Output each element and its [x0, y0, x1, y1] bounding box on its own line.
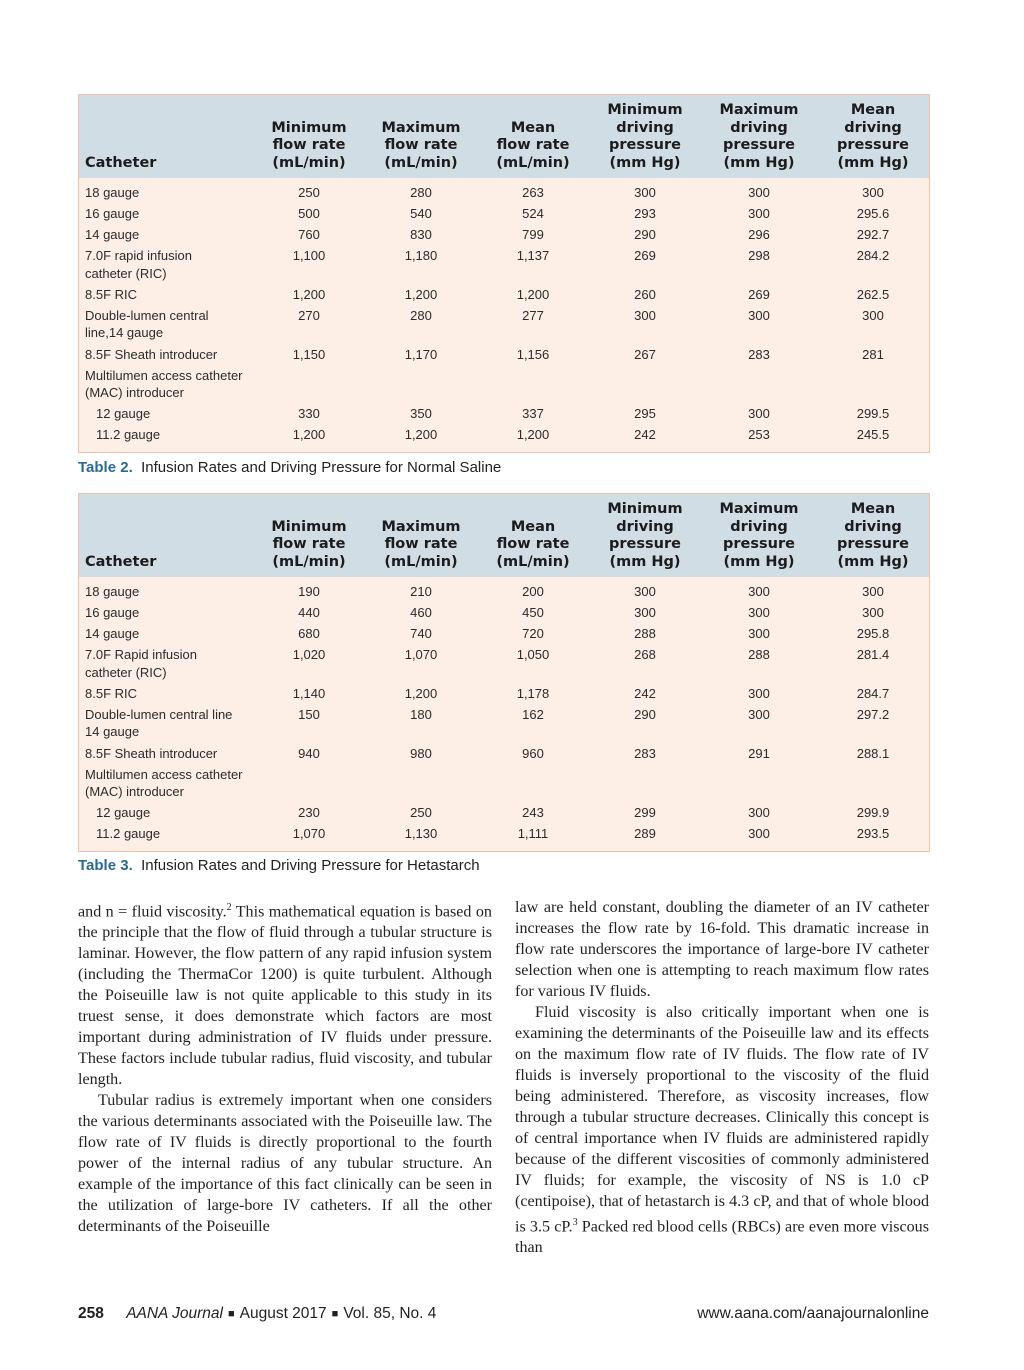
catheter-cell: 8.5F RIC [85, 286, 138, 302]
value-cell: 230 [298, 805, 320, 821]
column-header: Maximum driving pressure (mm Hg) [719, 102, 799, 171]
value-cell [589, 365, 701, 404]
reference-superscript: 3 [572, 1217, 578, 1228]
table-row [79, 704, 929, 743]
value-cell: 270 [298, 307, 320, 323]
separator-square-icon: ■ [227, 1308, 235, 1320]
value-cell: 262.5 [856, 286, 890, 302]
table-row [79, 802, 929, 823]
catheter-cell: Multilumen access catheter (MAC) introducer [85, 766, 243, 800]
column-header: Mean flow rate (mL/min) [496, 119, 570, 171]
value-cell: 300 [748, 307, 770, 323]
table-row [79, 683, 929, 704]
value-cell: 1,140 [292, 685, 326, 701]
value-cell: 300 [748, 805, 770, 821]
value-cell: 300 [634, 605, 656, 621]
value-cell: 289 [634, 826, 656, 842]
value-cell: 300 [862, 605, 884, 621]
value-cell: 940 [298, 745, 320, 761]
value-cell: 760 [298, 227, 320, 243]
catheter-cell: Double-lumen central line,14 gauge [85, 307, 209, 341]
table-row [79, 365, 929, 404]
value-cell: 300 [748, 584, 770, 599]
table-body [79, 178, 929, 446]
value-cell: 250 [410, 805, 432, 821]
value-cell: 1,156 [516, 346, 550, 362]
table-row [79, 203, 929, 224]
issue-volume: Vol. 85, No. 4 [343, 1305, 437, 1322]
value-cell: 180 [410, 706, 432, 722]
value-cell: 162 [522, 706, 544, 722]
column-header: Minimum flow rate (mL/min) [271, 119, 347, 171]
value-cell: 281 [862, 346, 884, 362]
table-row [79, 344, 929, 365]
value-cell: 290 [634, 706, 656, 722]
value-cell: 524 [522, 206, 544, 222]
table-hetastarch [78, 493, 930, 852]
value-cell: 268 [634, 647, 656, 663]
table-row [79, 824, 929, 845]
table-row [79, 602, 929, 623]
value-cell: 1,137 [516, 248, 550, 264]
catheter-cell: 11.2 gauge [96, 826, 161, 842]
paragraph: Fluid viscosity is also critically important when one is examining the determinants of the Poiseuille law and its effects on the maximum flow rate of IV fluids. The flow rate of IV fluids is inversely proportional to the viscosity of the fluid being administered. Therefore, as viscosity increases, flow through a tubular structure decreases. Clinically this concept is of central importance when IV fluids are administered rapidly because of the different viscosities of commonly administered IV fluids; for example, the viscosity of NS is 1.0 cP (centipoise), that of hetastarch is 4.3 cP, and that of whole blood is 3.5 cP.$^3$ Packed red blood cells (RBCs) are even more viscous than [515, 1004, 929, 1257]
value-cell: 300 [748, 206, 770, 222]
value-cell: 1,150 [292, 346, 326, 362]
value-cell: 299.9 [856, 805, 890, 821]
value-cell [477, 764, 589, 803]
value-cell: 200 [522, 584, 544, 599]
value-cell: 291 [748, 745, 770, 761]
value-cell: 284.2 [856, 248, 890, 264]
value-cell: 300 [634, 307, 656, 323]
value-cell: 1,200 [292, 427, 326, 443]
catheter-cell: 8.5F Sheath introducer [85, 346, 218, 362]
value-cell: 290 [634, 227, 656, 243]
value-cell: 293.5 [856, 826, 890, 842]
column-header: Maximum flow rate (mL/min) [381, 518, 461, 570]
value-cell: 799 [522, 227, 544, 243]
value-cell: 269 [748, 286, 770, 302]
column-header: Maximum flow rate (mL/min) [381, 119, 461, 171]
value-cell [701, 365, 817, 404]
table-header [79, 95, 929, 178]
value-cell: 263 [522, 185, 544, 200]
separator-square-icon: ■ [331, 1308, 339, 1320]
value-cell: 269 [634, 248, 656, 264]
value-cell: 337 [522, 406, 544, 422]
value-cell: 277 [522, 307, 544, 323]
table-body [79, 577, 929, 845]
value-cell: 300 [748, 626, 770, 642]
value-cell: 450 [522, 605, 544, 621]
value-cell: 740 [410, 626, 432, 642]
value-cell: 300 [634, 584, 656, 599]
column-header: Minimum flow rate (mL/min) [271, 518, 347, 570]
catheter-cell: 18 gauge [85, 584, 140, 599]
catheter-cell: Multilumen access catheter (MAC) introducer [85, 367, 243, 401]
table-row [79, 284, 929, 305]
value-cell: 350 [410, 406, 432, 422]
value-cell: 1,170 [404, 346, 438, 362]
value-cell [253, 365, 365, 404]
value-cell: 297.2 [856, 706, 890, 722]
value-cell: 1,178 [516, 685, 550, 701]
catheter-cell: 7.0F Rapid infusion catheter (RIC) [85, 647, 198, 680]
value-cell: 210 [410, 584, 432, 599]
value-cell: 300 [748, 406, 770, 422]
value-cell: 440 [298, 605, 320, 621]
page-number: 258 [78, 1305, 104, 1322]
value-cell: 1,180 [404, 248, 438, 264]
value-cell [701, 764, 817, 803]
table-label: Table 3. [78, 857, 133, 874]
value-cell: 295 [634, 406, 656, 422]
column-header: Minimum driving pressure (mm Hg) [607, 501, 683, 570]
value-cell: 242 [634, 685, 656, 701]
table-row [79, 305, 929, 344]
value-cell: 1,130 [404, 826, 438, 842]
value-cell: 330 [298, 406, 320, 422]
catheter-cell: 12 gauge [96, 406, 151, 422]
value-cell: 1,200 [516, 286, 550, 302]
value-cell: 293 [634, 206, 656, 222]
value-cell: 300 [748, 185, 770, 200]
value-cell: 1,200 [404, 685, 438, 701]
catheter-cell: 12 gauge [96, 805, 151, 821]
value-cell [817, 764, 929, 803]
catheter-cell: 18 gauge [85, 185, 140, 200]
value-cell: 830 [410, 227, 432, 243]
table-row [79, 623, 929, 644]
value-cell: 288 [634, 626, 656, 642]
value-cell: 280 [410, 307, 432, 323]
table-row [79, 245, 929, 284]
value-cell: 980 [410, 745, 432, 761]
value-cell: 295.6 [856, 206, 890, 222]
table-row [79, 425, 929, 446]
value-cell: 300 [748, 605, 770, 621]
column-header: Catheter [85, 154, 157, 171]
column-header: Maximum driving pressure (mm Hg) [719, 501, 799, 570]
value-cell: 281.4 [856, 647, 890, 663]
column-header: Mean driving pressure (mm Hg) [837, 102, 909, 171]
catheter-cell: 7.0F rapid infusion catheter (RIC) [85, 248, 192, 281]
value-cell [817, 365, 929, 404]
value-cell: 300 [748, 826, 770, 842]
value-cell: 1,020 [292, 647, 326, 663]
value-cell: 260 [634, 286, 656, 302]
value-cell: 300 [748, 706, 770, 722]
value-cell: 288 [748, 647, 770, 663]
table-row [79, 178, 929, 203]
table-caption [78, 857, 480, 874]
catheter-cell: 8.5F Sheath introducer [85, 745, 218, 761]
value-cell: 296 [748, 227, 770, 243]
value-cell: 1,200 [516, 427, 550, 443]
table-title: Infusion Rates and Driving Pressure for Hetastarch [141, 857, 480, 874]
value-cell: 540 [410, 206, 432, 222]
value-cell: 680 [298, 626, 320, 642]
catheter-cell: 16 gauge [85, 605, 140, 621]
value-cell: 284.7 [856, 685, 890, 701]
catheter-cell: 14 gauge [85, 626, 140, 642]
catheter-cell: 11.2 gauge [96, 427, 161, 443]
value-cell: 1,100 [292, 248, 326, 264]
paragraph: and n = fluid viscosity.$^2$ This mathematical equation is based on the principle that the flow of fluid through a tubular structure is laminar. However, the flow pattern of any rapid infusion system (including the ThermaCor 1200) is quite turbulent. Although the Poiseuille law is not quite applicable to this study in its truest sense, it does demonstrate which factors are most important during administration of IV fluids under pressure. These factors include tubular radius, fluid viscosity, and tubular length. [78, 902, 492, 1089]
column-header: Mean flow rate (mL/min) [496, 518, 570, 570]
table-normal-saline [78, 94, 930, 453]
value-cell: 1,111 [517, 826, 549, 842]
body-text-right-column [515, 897, 929, 1258]
catheter-cell: 14 gauge [85, 227, 140, 243]
table-row [79, 644, 929, 683]
value-cell: 283 [634, 745, 656, 761]
value-cell: 300 [862, 307, 884, 323]
value-cell: 250 [298, 185, 320, 200]
value-cell: 300 [862, 584, 884, 599]
table-header [79, 494, 929, 577]
value-cell [365, 764, 477, 803]
table-row [79, 224, 929, 245]
catheter-cell: 16 gauge [85, 206, 140, 222]
value-cell: 150 [298, 706, 320, 722]
value-cell [477, 365, 589, 404]
value-cell: 1,200 [404, 427, 438, 443]
table-row [79, 403, 929, 424]
value-cell: 1,070 [404, 647, 438, 663]
paragraph: Tubular radius is extremely important when one considers the various determinants associated with the Poiseuille law. The flow rate of IV fluids is directly proportional to the fourth power of the internal radius of any tubular structure. An example of the importance of this fact clinically can be seen in the utilization of large-bore IV catheters. If all the other determinants of the Poiseuille [78, 1092, 492, 1236]
paragraph: law are held constant, doubling the diameter of an IV catheter increases the flow rate by 16-fold. This dramatic increase in flow rate underscores the importance of large-bore IV catheter selection when one is attempting to reach maximum flow rates for various IV fluids. [515, 899, 929, 1000]
value-cell: 190 [298, 584, 320, 599]
catheter-cell: 8.5F RIC [85, 685, 138, 701]
value-cell: 720 [522, 626, 544, 642]
value-cell: 292.7 [856, 227, 890, 243]
value-cell: 245.5 [856, 427, 890, 443]
reference-superscript: 2 [226, 902, 232, 913]
value-cell: 460 [410, 605, 432, 621]
catheter-cell: Double-lumen central line 14 gauge [85, 706, 233, 740]
table-label: Table 2. [78, 459, 133, 476]
table-row [79, 764, 929, 803]
value-cell: 1,200 [292, 286, 326, 302]
table-row [79, 577, 929, 602]
value-cell: 300 [634, 185, 656, 200]
value-cell: 267 [634, 346, 656, 362]
value-cell [365, 365, 477, 404]
value-cell: 299 [634, 805, 656, 821]
value-cell [589, 764, 701, 803]
value-cell: 283 [748, 346, 770, 362]
value-cell: 243 [522, 805, 544, 821]
value-cell: 1,050 [516, 647, 550, 663]
value-cell: 1,200 [404, 286, 438, 302]
value-cell: 500 [298, 206, 320, 222]
value-cell: 280 [410, 185, 432, 200]
table-title: Infusion Rates and Driving Pressure for Normal Saline [141, 459, 502, 476]
value-cell: 242 [634, 427, 656, 443]
page-footer [78, 1305, 929, 1323]
table-row [79, 743, 929, 764]
issue-date: August 2017 [239, 1305, 327, 1322]
value-cell: 1,070 [292, 826, 326, 842]
value-cell: 288.1 [856, 745, 890, 761]
column-header: Catheter [85, 553, 157, 570]
value-cell: 298 [748, 248, 770, 264]
value-cell: 253 [748, 427, 770, 443]
journal-name: AANA Journal [126, 1305, 223, 1322]
value-cell: 295.8 [856, 626, 890, 642]
journal-url: www.aana.com/aanajournalonline [697, 1305, 929, 1322]
value-cell: 960 [522, 745, 544, 761]
body-text-left-column [78, 897, 492, 1237]
value-cell: 300 [748, 685, 770, 701]
table-caption [78, 459, 501, 476]
column-header: Mean driving pressure (mm Hg) [837, 501, 909, 570]
value-cell [253, 764, 365, 803]
value-cell: 300 [862, 185, 884, 200]
column-header: Minimum driving pressure (mm Hg) [607, 102, 683, 171]
value-cell: 299.5 [856, 406, 890, 422]
